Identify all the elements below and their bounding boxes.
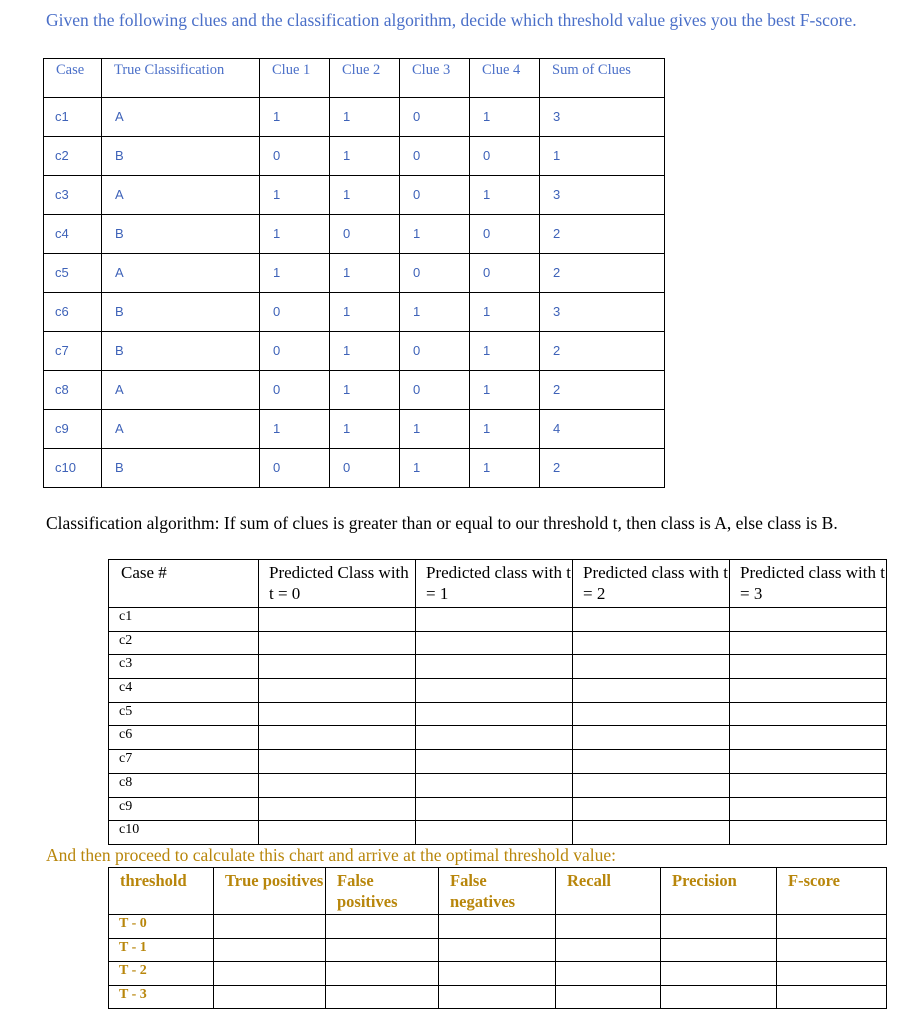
empty-cell: [556, 985, 661, 1009]
case-cell: c3: [109, 655, 259, 679]
column-header: Predicted Class with t = 0: [259, 560, 416, 608]
empty-cell: [416, 655, 573, 679]
table-cell: 2: [540, 371, 665, 410]
table-row: [44, 410, 665, 449]
table-cell: 1: [260, 98, 330, 137]
empty-cell: [730, 773, 887, 797]
column-header: False negatives: [439, 868, 556, 915]
table-cell: A: [102, 410, 260, 449]
empty-cell: [326, 962, 439, 986]
empty-cell: [661, 985, 777, 1009]
table-row: [44, 176, 665, 215]
empty-cell: [416, 726, 573, 750]
table-row: [44, 215, 665, 254]
empty-cell: [259, 726, 416, 750]
empty-cell: [259, 679, 416, 703]
empty-cell: [730, 679, 887, 703]
table-row: [44, 371, 665, 410]
empty-cell: [326, 938, 439, 962]
table-cell: B: [102, 332, 260, 371]
table-cell: 1: [470, 332, 540, 371]
table-row: [109, 631, 887, 655]
table-cell: 1: [470, 98, 540, 137]
empty-cell: [573, 608, 730, 632]
table-cell: 4: [540, 410, 665, 449]
table-cell: c8: [44, 371, 102, 410]
table-cell: 2: [540, 332, 665, 371]
threshold-cell: T - 3: [109, 985, 214, 1009]
empty-cell: [573, 797, 730, 821]
table-cell: 3: [540, 98, 665, 137]
empty-cell: [556, 915, 661, 939]
empty-cell: [259, 655, 416, 679]
empty-cell: [214, 985, 326, 1009]
table-cell: c5: [44, 254, 102, 293]
table-cell: c6: [44, 293, 102, 332]
column-header: Recall: [556, 868, 661, 915]
table-cell: 1: [260, 176, 330, 215]
empty-cell: [259, 750, 416, 774]
table-cell: 1: [260, 410, 330, 449]
empty-cell: [573, 726, 730, 750]
case-cell: c2: [109, 631, 259, 655]
table-cell: 2: [540, 449, 665, 488]
table-cell: 1: [540, 137, 665, 176]
table-cell: 0: [260, 449, 330, 488]
table-row: [109, 938, 887, 962]
table-cell: 2: [540, 215, 665, 254]
empty-cell: [777, 962, 887, 986]
empty-cell: [573, 702, 730, 726]
table-row: [109, 915, 887, 939]
table-cell: B: [102, 215, 260, 254]
table-cell: 1: [330, 176, 400, 215]
table-cell: 1: [470, 410, 540, 449]
empty-cell: [556, 938, 661, 962]
metrics-table-header: [109, 868, 887, 915]
case-cell: c1: [109, 608, 259, 632]
table-cell: c3: [44, 176, 102, 215]
table-cell: 1: [470, 449, 540, 488]
table-cell: 1: [400, 215, 470, 254]
clues-table-header: [44, 59, 665, 98]
table-cell: 0: [400, 98, 470, 137]
column-header: Clue 4: [470, 59, 540, 98]
column-header: Clue 2: [330, 59, 400, 98]
table-cell: A: [102, 176, 260, 215]
threshold-cell: T - 1: [109, 938, 214, 962]
table-row: [44, 98, 665, 137]
table-cell: 0: [260, 371, 330, 410]
case-cell: c6: [109, 726, 259, 750]
table-row: [109, 985, 887, 1009]
table-cell: 1: [400, 449, 470, 488]
empty-cell: [439, 985, 556, 1009]
column-header: Clue 1: [260, 59, 330, 98]
table-cell: c7: [44, 332, 102, 371]
empty-cell: [259, 608, 416, 632]
empty-cell: [777, 985, 887, 1009]
empty-cell: [259, 821, 416, 845]
empty-cell: [439, 938, 556, 962]
empty-cell: [416, 797, 573, 821]
threshold-cell: T - 2: [109, 962, 214, 986]
empty-cell: [416, 750, 573, 774]
table-cell: 1: [330, 410, 400, 449]
table-cell: 1: [260, 215, 330, 254]
prediction-table-header: [109, 560, 887, 608]
table-cell: 1: [330, 98, 400, 137]
empty-cell: [416, 702, 573, 726]
table-cell: 1: [330, 332, 400, 371]
case-cell: c5: [109, 702, 259, 726]
table-cell: 1: [330, 293, 400, 332]
empty-cell: [730, 797, 887, 821]
table-cell: c4: [44, 215, 102, 254]
table-cell: 1: [330, 371, 400, 410]
table-cell: 1: [330, 254, 400, 293]
empty-cell: [214, 915, 326, 939]
empty-cell: [439, 915, 556, 939]
column-header: Precision: [661, 868, 777, 915]
empty-cell: [730, 631, 887, 655]
empty-cell: [214, 938, 326, 962]
empty-cell: [730, 608, 887, 632]
table-cell: 1: [260, 254, 330, 293]
empty-cell: [259, 797, 416, 821]
empty-cell: [573, 821, 730, 845]
table-cell: c1: [44, 98, 102, 137]
table-cell: B: [102, 293, 260, 332]
table-row: [109, 702, 887, 726]
empty-cell: [661, 962, 777, 986]
column-header: Predicted class with t = 1: [416, 560, 573, 608]
empty-cell: [326, 985, 439, 1009]
table-row: [44, 137, 665, 176]
instruction-text: And then proceed to calculate this chart and arrive at the optimal threshold value:: [46, 845, 616, 865]
table-cell: 3: [540, 293, 665, 332]
table-cell: 0: [400, 332, 470, 371]
table-cell: B: [102, 137, 260, 176]
empty-cell: [573, 655, 730, 679]
empty-cell: [730, 750, 887, 774]
table-row: [109, 821, 887, 845]
empty-cell: [416, 821, 573, 845]
empty-cell: [439, 962, 556, 986]
empty-cell: [214, 962, 326, 986]
table-cell: 0: [470, 215, 540, 254]
table-cell: A: [102, 371, 260, 410]
column-header: False positives: [326, 868, 439, 915]
empty-cell: [573, 631, 730, 655]
table-cell: c9: [44, 410, 102, 449]
empty-cell: [416, 608, 573, 632]
case-cell: c8: [109, 773, 259, 797]
table-row: [44, 293, 665, 332]
table-cell: 3: [540, 176, 665, 215]
prediction-table: [108, 559, 887, 845]
table-cell: 0: [330, 449, 400, 488]
column-header: Sum of Clues: [540, 59, 665, 98]
column-header: True positives: [214, 868, 326, 915]
empty-cell: [556, 962, 661, 986]
empty-cell: [730, 821, 887, 845]
algorithm-text: Classification algorithm: If sum of clues is greater than or equal to our threshold t, then class is A, else class is B.: [46, 513, 838, 533]
case-cell: c4: [109, 679, 259, 703]
table-cell: 1: [470, 371, 540, 410]
intro-text: Given the following clues and the classification algorithm, decide which threshold value gives you the best F-score.: [46, 10, 857, 30]
empty-cell: [416, 679, 573, 703]
table-row: [109, 608, 887, 632]
empty-cell: [326, 915, 439, 939]
empty-cell: [259, 773, 416, 797]
table-cell: 0: [260, 332, 330, 371]
column-header: threshold: [109, 868, 214, 915]
table-cell: 0: [400, 371, 470, 410]
table-cell: 0: [330, 215, 400, 254]
column-header: Case #: [109, 560, 259, 608]
column-header: Predicted class with t = 3: [730, 560, 887, 608]
table-cell: 1: [470, 176, 540, 215]
empty-cell: [573, 750, 730, 774]
empty-cell: [259, 631, 416, 655]
table-cell: 0: [260, 137, 330, 176]
empty-cell: [416, 773, 573, 797]
table-cell: 1: [400, 410, 470, 449]
table-cell: 0: [470, 137, 540, 176]
table-cell: B: [102, 449, 260, 488]
table-row: [44, 254, 665, 293]
column-header: Predicted class with t = 2: [573, 560, 730, 608]
table-cell: 2: [540, 254, 665, 293]
threshold-cell: T - 0: [109, 915, 214, 939]
metrics-table: [108, 867, 887, 1009]
table-cell: 0: [260, 293, 330, 332]
table-cell: 0: [470, 254, 540, 293]
column-header: F-score: [777, 868, 887, 915]
empty-cell: [259, 702, 416, 726]
table-cell: 1: [400, 293, 470, 332]
table-row: [109, 655, 887, 679]
table-cell: A: [102, 254, 260, 293]
column-header: Clue 3: [400, 59, 470, 98]
table-cell: c2: [44, 137, 102, 176]
table-row: [44, 449, 665, 488]
column-header: Case: [44, 59, 102, 98]
empty-cell: [777, 915, 887, 939]
column-header: True Classification: [102, 59, 260, 98]
table-row: [109, 726, 887, 750]
table-cell: 1: [470, 293, 540, 332]
table-row: [109, 679, 887, 703]
empty-cell: [777, 938, 887, 962]
empty-cell: [573, 773, 730, 797]
table-cell: 0: [400, 254, 470, 293]
empty-cell: [416, 631, 573, 655]
clues-table: [43, 58, 665, 488]
table-cell: 0: [400, 176, 470, 215]
empty-cell: [661, 938, 777, 962]
empty-cell: [730, 655, 887, 679]
table-cell: c10: [44, 449, 102, 488]
table-row: [109, 750, 887, 774]
empty-cell: [730, 726, 887, 750]
table-row: [109, 962, 887, 986]
table-row: [44, 332, 665, 371]
table-cell: A: [102, 98, 260, 137]
table-row: [109, 773, 887, 797]
case-cell: c7: [109, 750, 259, 774]
table-row: [109, 797, 887, 821]
empty-cell: [661, 915, 777, 939]
table-cell: 1: [330, 137, 400, 176]
table-cell: 0: [400, 137, 470, 176]
case-cell: c10: [109, 821, 259, 845]
empty-cell: [730, 702, 887, 726]
empty-cell: [573, 679, 730, 703]
case-cell: c9: [109, 797, 259, 821]
